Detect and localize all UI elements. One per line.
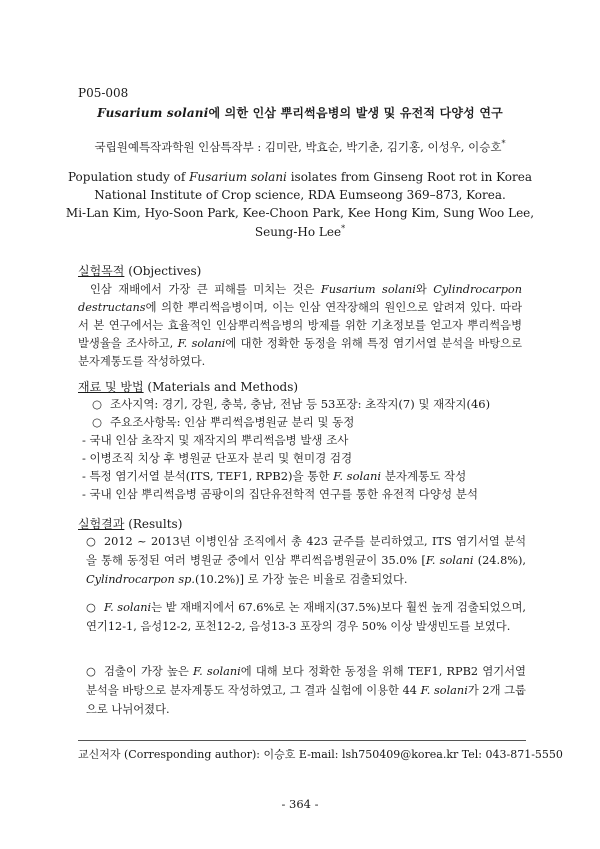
obj-species-1: Fusarium solani bbox=[320, 283, 416, 296]
english-corresponding-mark: * bbox=[341, 224, 346, 233]
methods-item-1 bbox=[92, 396, 490, 412]
english-title-post: isolates from Ginseng Root rot in Korea bbox=[286, 170, 533, 184]
title-species: Fusarium solani bbox=[97, 106, 209, 120]
title-rest: 에 의한 인삼 뿌리썩음병의 발생 및 유전적 다양성 연구 bbox=[208, 106, 503, 120]
methods-subitem-3 bbox=[82, 468, 466, 484]
methods-item-2 bbox=[92, 414, 354, 430]
results-heading-ko: 실험결과 bbox=[78, 517, 125, 531]
methods-heading-ko: 재료 및 방법 bbox=[78, 380, 144, 394]
methods-subitem-4: - 국내 인삼 뿌리썩음병 곰팡이의 집단유전학적 연구를 통한 유전적 다양성 분석 bbox=[82, 487, 478, 501]
methods-item-2-text: 주요조사항목: 인삼 뿌리썩음병원균 분리 및 동정 bbox=[110, 415, 355, 429]
r2-text: 는 밭 재배지에서 67.6%로 논 재배지(37.5%)보다 훨씬 높게 검출되었으며, 연기12-1, 음성12-2, 포천12-2, 음성13-3 포장의 경우 50% 이상 발생빈도를 보였다. bbox=[86, 601, 526, 633]
obj-text-4: 에 대한 정확한 동정을 위해 특정 염기서열 분석을 바탕으로 분자계통도를 작성하였다. bbox=[78, 337, 522, 368]
obj-species-3: F. solani bbox=[177, 337, 226, 350]
english-affiliation: National Institute of Crop science, RDA Eumseong 369–873, Korea. bbox=[94, 188, 506, 202]
methods-subitem-1: - 국내 인삼 초작지 및 재작지의 뿌리썩음병 발생 조사 bbox=[82, 433, 349, 447]
footnote-divider bbox=[78, 740, 526, 741]
r3-text-a: 검출이 가장 높은 bbox=[104, 665, 194, 678]
results-item-2 bbox=[86, 598, 526, 636]
korean-authors bbox=[0, 139, 600, 155]
r1-text-c: (10.2%)] 로 가장 높은 비율로 검출되었다. bbox=[194, 573, 408, 586]
corresponding-mark: * bbox=[501, 139, 506, 149]
methods-subitem-2: - 이병조직 치상 후 병원균 단포자 분리 및 현미경 검경 bbox=[82, 451, 353, 465]
abstract-code: P05-008 bbox=[78, 86, 129, 100]
methods-heading-en: (Materials and Methods) bbox=[143, 380, 299, 394]
obj-text-2: 와 bbox=[415, 283, 434, 296]
corresponding-author-footnote: 교신저자 (Corresponding author): 이승호 E-mail: lsh750409@korea.kr Tel: 043-871-5550 bbox=[78, 748, 563, 761]
bullet-icon: ○ bbox=[92, 397, 103, 411]
r3-species-1: F. solani bbox=[193, 665, 241, 678]
methods-subitem-3-pre: - 특정 염기서열 분석(ITS, TEF1, RPB2)을 통한 bbox=[82, 469, 334, 483]
r3-species-2: F. solani bbox=[420, 684, 468, 697]
methods-subitem-3-species: F. solani bbox=[333, 469, 382, 483]
r3-text-c: 가 2개 그룹으로 나뉘어졌다. bbox=[86, 684, 526, 716]
objectives-heading-en: (Objectives) bbox=[124, 264, 202, 278]
bullet-icon: ○ bbox=[86, 665, 96, 678]
results-item-1 bbox=[86, 532, 526, 589]
english-authors-line2 bbox=[0, 224, 600, 239]
r1-text-b: (24.8%), bbox=[473, 554, 526, 567]
obj-species-2: Cylindrocarpon destructans bbox=[78, 283, 522, 314]
bullet-icon: ○ bbox=[92, 415, 103, 429]
obj-text-1: 인삼 재배에서 가장 큰 피해를 미치는 것은 bbox=[90, 283, 321, 296]
r2-species: F. solani bbox=[104, 601, 152, 614]
english-title-species: Fusarium solani bbox=[189, 170, 287, 184]
results-item-3 bbox=[86, 662, 526, 719]
methods-subitem-3-post: 분자계통도 작성 bbox=[381, 469, 467, 483]
methods-item-1-text: 조사지역: 경기, 강원, 충북, 충남, 전남 등 53포장: 초작지(7) 및 재작지(46) bbox=[110, 397, 491, 411]
korean-title bbox=[0, 104, 600, 121]
results-heading bbox=[78, 515, 182, 532]
r1-species-1: F. solani bbox=[425, 554, 474, 567]
bullet-icon: ○ bbox=[86, 535, 96, 548]
r1-species-2: Cylindrocarpon sp. bbox=[86, 573, 195, 586]
methods-heading bbox=[78, 378, 298, 395]
objectives-paragraph bbox=[78, 281, 522, 371]
korean-authors-text: 국립원예특작과학원 인삼특작부 : 김미란, 박효순, 박기춘, 김기홍, 이성우, 이승호 bbox=[94, 140, 502, 154]
results-heading-en: (Results) bbox=[124, 517, 183, 531]
english-author-last: Seung-Ho Lee bbox=[254, 225, 342, 239]
english-authors-line1: Mi-Lan Kim, Hyo-Soon Park, Kee-Choon Park, Kee Hong Kim, Sung Woo Lee, bbox=[65, 206, 535, 220]
english-title bbox=[0, 170, 600, 184]
objectives-heading-ko: 실험목적 bbox=[78, 264, 125, 278]
obj-text-3: 에 의한 뿌리썩음병이며, 이는 인삼 연작장해의 원인으로 알려져 있다. 따라서 본 연구에서는 효율적인 인삼뿌리썩음병의 방제를 위한 기초정보를 얻고자 뿌리썩음병 발생율을 조사하고, bbox=[78, 301, 522, 350]
english-title-pre: Population study of bbox=[67, 170, 190, 184]
page-number: - 364 - bbox=[281, 797, 319, 811]
objectives-heading bbox=[78, 262, 201, 279]
r3-text-b: 에 대해 보다 정확한 동정을 위해 TEF1, RPB2 염기서열 분석을 바탕으로 분자계통도 작성하였고, 그 결과 실험에 이용한 44 bbox=[86, 665, 526, 697]
r1-text-a: 2012 ~ 2013년 이병인삼 조직에서 총 423 균주를 분리하였고, ITS 염기서열 분석을 통해 동정된 여러 병원균 중에서 인삼 뿌리썩음병원균이 35.0% [ bbox=[86, 535, 526, 567]
bullet-icon: ○ bbox=[86, 601, 96, 614]
